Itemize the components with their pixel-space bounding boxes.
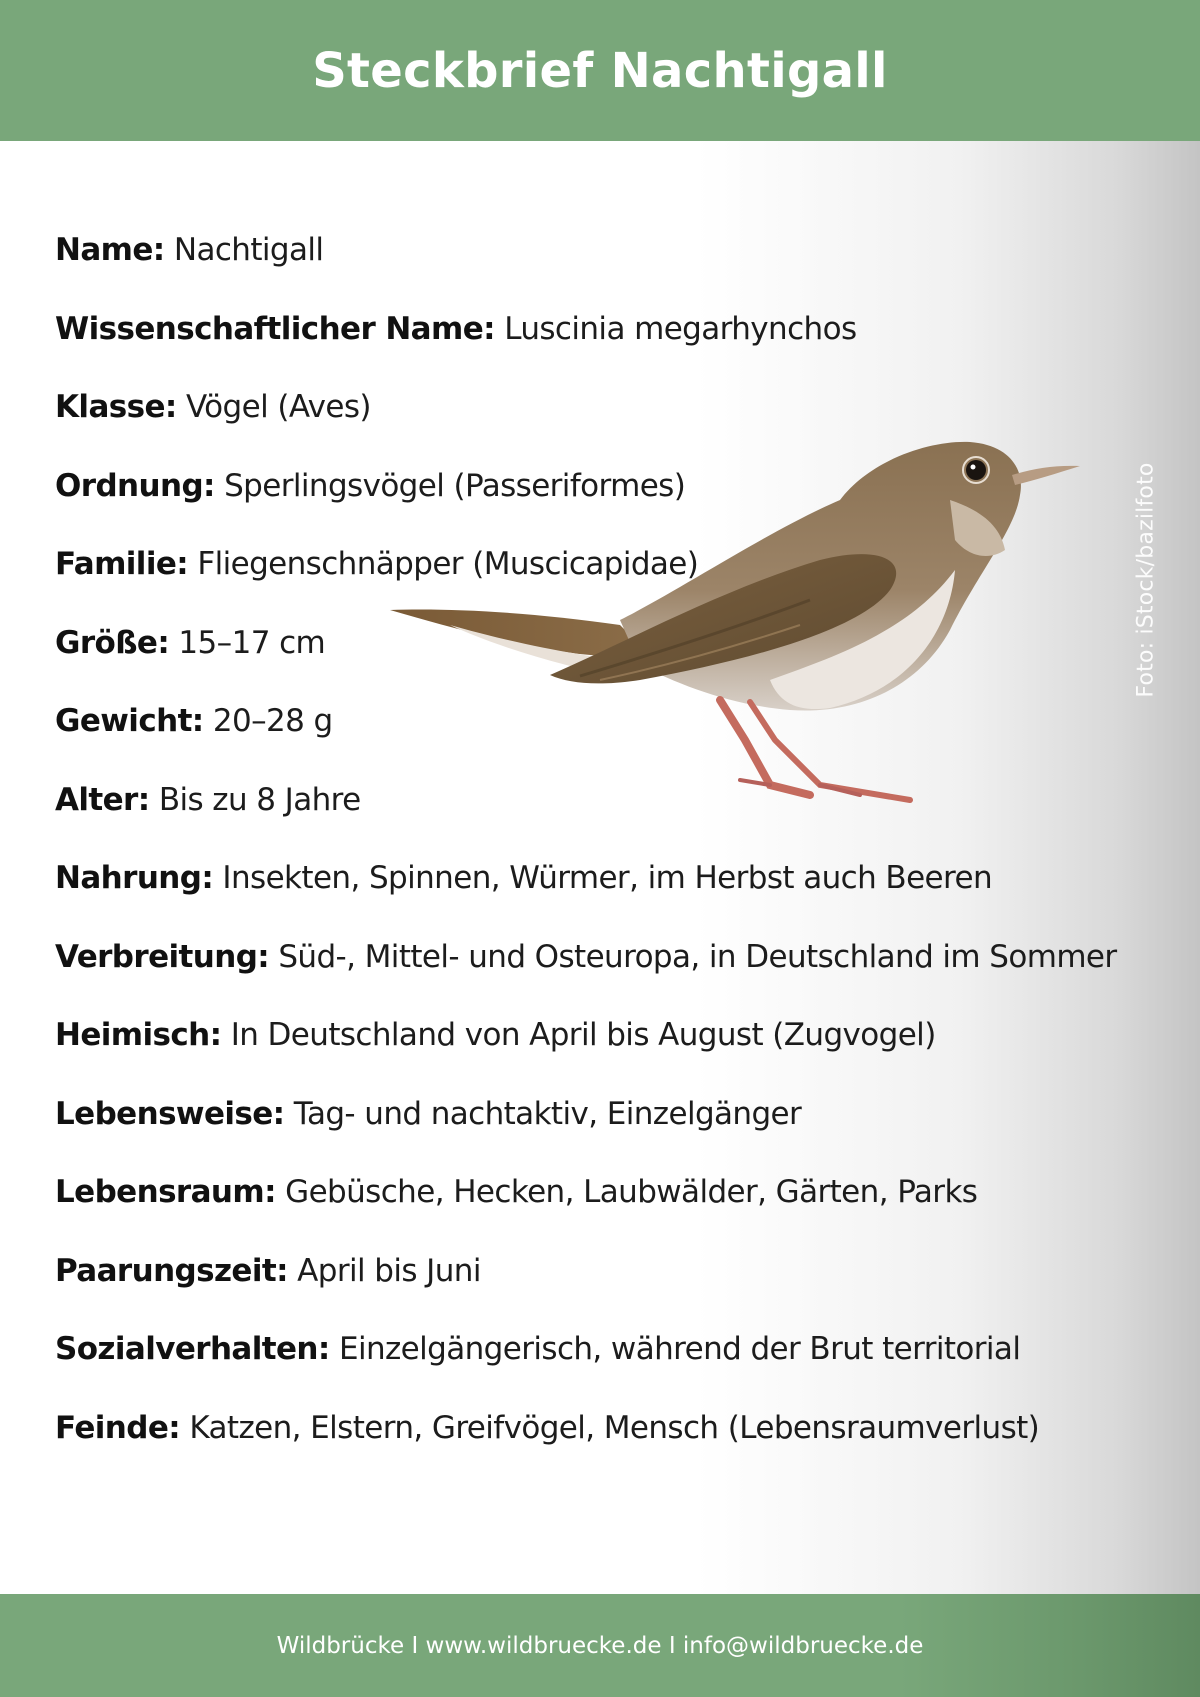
fact-distribution: Verbreitung: Süd-, Mittel- und Osteuropa, in Deutschland im Sommer (55, 938, 1117, 975)
fact-class: Klasse: Vögel (Aves) (55, 389, 371, 425)
fact-social-behaviour: Sozialverhalten: Einzelgängerisch, während der Brut territorial (55, 1331, 1021, 1367)
page-title: Steckbrief Nachtigall (312, 42, 888, 99)
fact-lifestyle: Lebensweise: Tag- und nachtaktiv, Einzelgänger (55, 1095, 802, 1132)
photo-credit: Foto: iStock/bazilfoto (1133, 462, 1159, 698)
fact-scientific-name: Wissenschaftlicher Name: Luscinia megarhynchos (55, 310, 857, 347)
fact-list (55, 232, 1135, 1488)
fact-name: Name: Nachtigall (55, 232, 324, 268)
fact-habitat: Lebensraum: Gebüsche, Hecken, Laubwälder, Gärten, Parks (55, 1174, 978, 1210)
fact-order: Ordnung: Sperlingsvögel (Passeriformes) (55, 467, 686, 504)
footer-banner (0, 1594, 1200, 1697)
fact-weight: Gewicht: 20–28 g (55, 703, 333, 739)
fact-mating-season: Paarungszeit: April bis Juni (55, 1252, 481, 1289)
fact-native: Heimisch: In Deutschland von April bis August (Zugvogel) (55, 1017, 936, 1053)
fact-enemies: Feinde: Katzen, Elstern, Greifvögel, Mensch (Lebensraumverlust) (55, 1409, 1040, 1446)
fact-family: Familie: Fliegenschnäpper (Muscicapidae) (55, 546, 699, 582)
fact-food: Nahrung: Insekten, Spinnen, Würmer, im Herbst auch Beeren (55, 860, 992, 896)
footer-contact: Wildbrücke I www.wildbruecke.de I info@wildbruecke.de (276, 1632, 924, 1659)
fact-age: Alter: Bis zu 8 Jahre (55, 781, 361, 818)
fact-size: Größe: 15–17 cm (55, 624, 326, 661)
header-banner (0, 0, 1200, 141)
